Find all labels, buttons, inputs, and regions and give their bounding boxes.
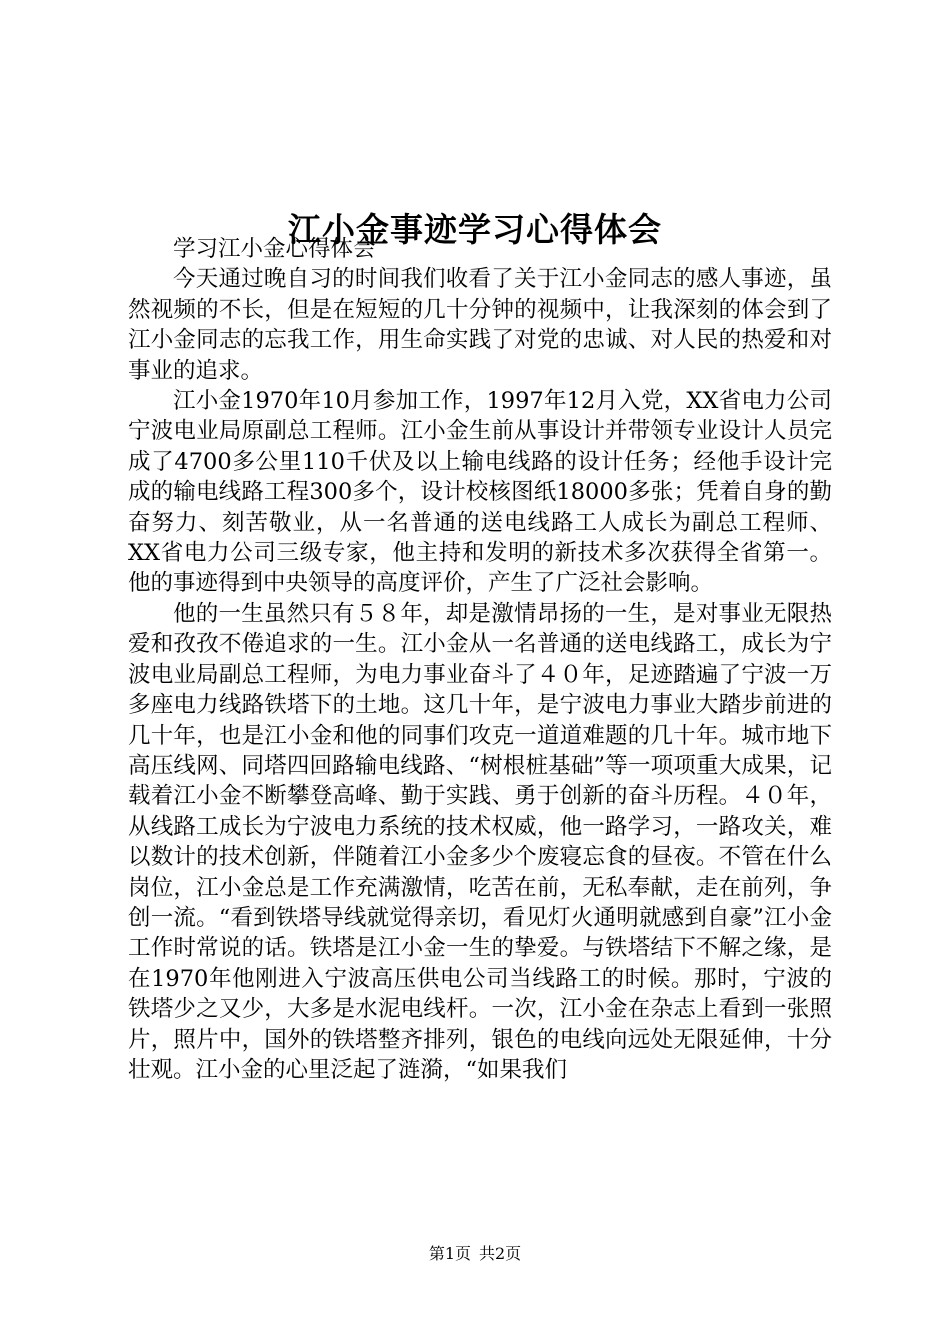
page-footer xyxy=(0,1243,950,1265)
document-subtitle: 学习江小金心得体会 xyxy=(173,236,376,262)
document-title: 江小金事迹学习心得体会 xyxy=(288,210,662,250)
paragraph: 今天通过晚自习的时间我们收看了关于江小金同志的感人事迹，虽然视频的不长，但是在短短的几十分钟的视频中，让我深刻的体会到了江小金同志的忘我工作，用生命实践了对党的忠诚、对人民的热爱和对事业的追求。 xyxy=(128,266,832,384)
page-number: 第1页 xyxy=(428,1244,471,1263)
paragraph: 他的一生虽然只有５８年，却是激情昂扬的一生，是对事业无限热爱和孜孜不倦追求的一生。江小金从一名普通的送电线路工，成长为宁波电业局副总工程师，为电力事业奋斗了４０年，足迹踏遍了宁波一万多座电力线路铁塔下的土地。这几十年，是宁波电力事业大踏步前进的几十年，也是江小金和他的同事们攻克一道道难题的几十年。城市地下高压线网、同塔四回路输电线路、“树根桩基础”等一项项重大成果，记载着江小金不断攀登高峰、勤于实践、勇于创新的奋斗历程。４０年，从线路工成长为宁波电力系统的技术权威，他一路学习，一路攻关，难以数计的技术创新，伴随着江小金多少个废寝忘食的昼夜。不管在什么岗位，江小金总是工作充满激情，吃苦在前，无私奉献，走在前列，争创一流。“看到铁塔导线就觉得亲切，看见灯火通明就感到自豪”江小金工作时常说的话。铁塔是江小金一生的挚爱。与铁塔结下不解之缘，是在1970年他刚进入宁波高压供电公司当线路工的时候。那时，宁波的铁塔少之又少，大多是水泥电线杆。一次，江小金在杂志上看到一张照片，照片中，国外的铁塔整齐排列，银色的电线向远处无限延伸，十分壮观。江小金的心里泛起了涟漪，“如果我们 xyxy=(128,600,832,1083)
paragraph: 江小金1970年10月参加工作，1997年12月入党，XX省电力公司宁波电业局原副总工程师。江小金生前从事设计并带领专业设计人员完成了4700多公里110千伏及以上输电线路的设计任务；经他手设计完成的输电线路工程300多个，设计校核图纸18000多张；凭着自身的勤奋努力、刻苦敬业，从一名普通的送电线路工人成长为副总工程师、XX省电力公司三级专家，他主持和发明的新技术多次获得全省第一。他的事迹得到中央领导的高度评价，产生了广泛社会影响。 xyxy=(128,388,832,597)
page-total: 共2页 xyxy=(479,1244,522,1263)
document-body xyxy=(128,234,832,1085)
